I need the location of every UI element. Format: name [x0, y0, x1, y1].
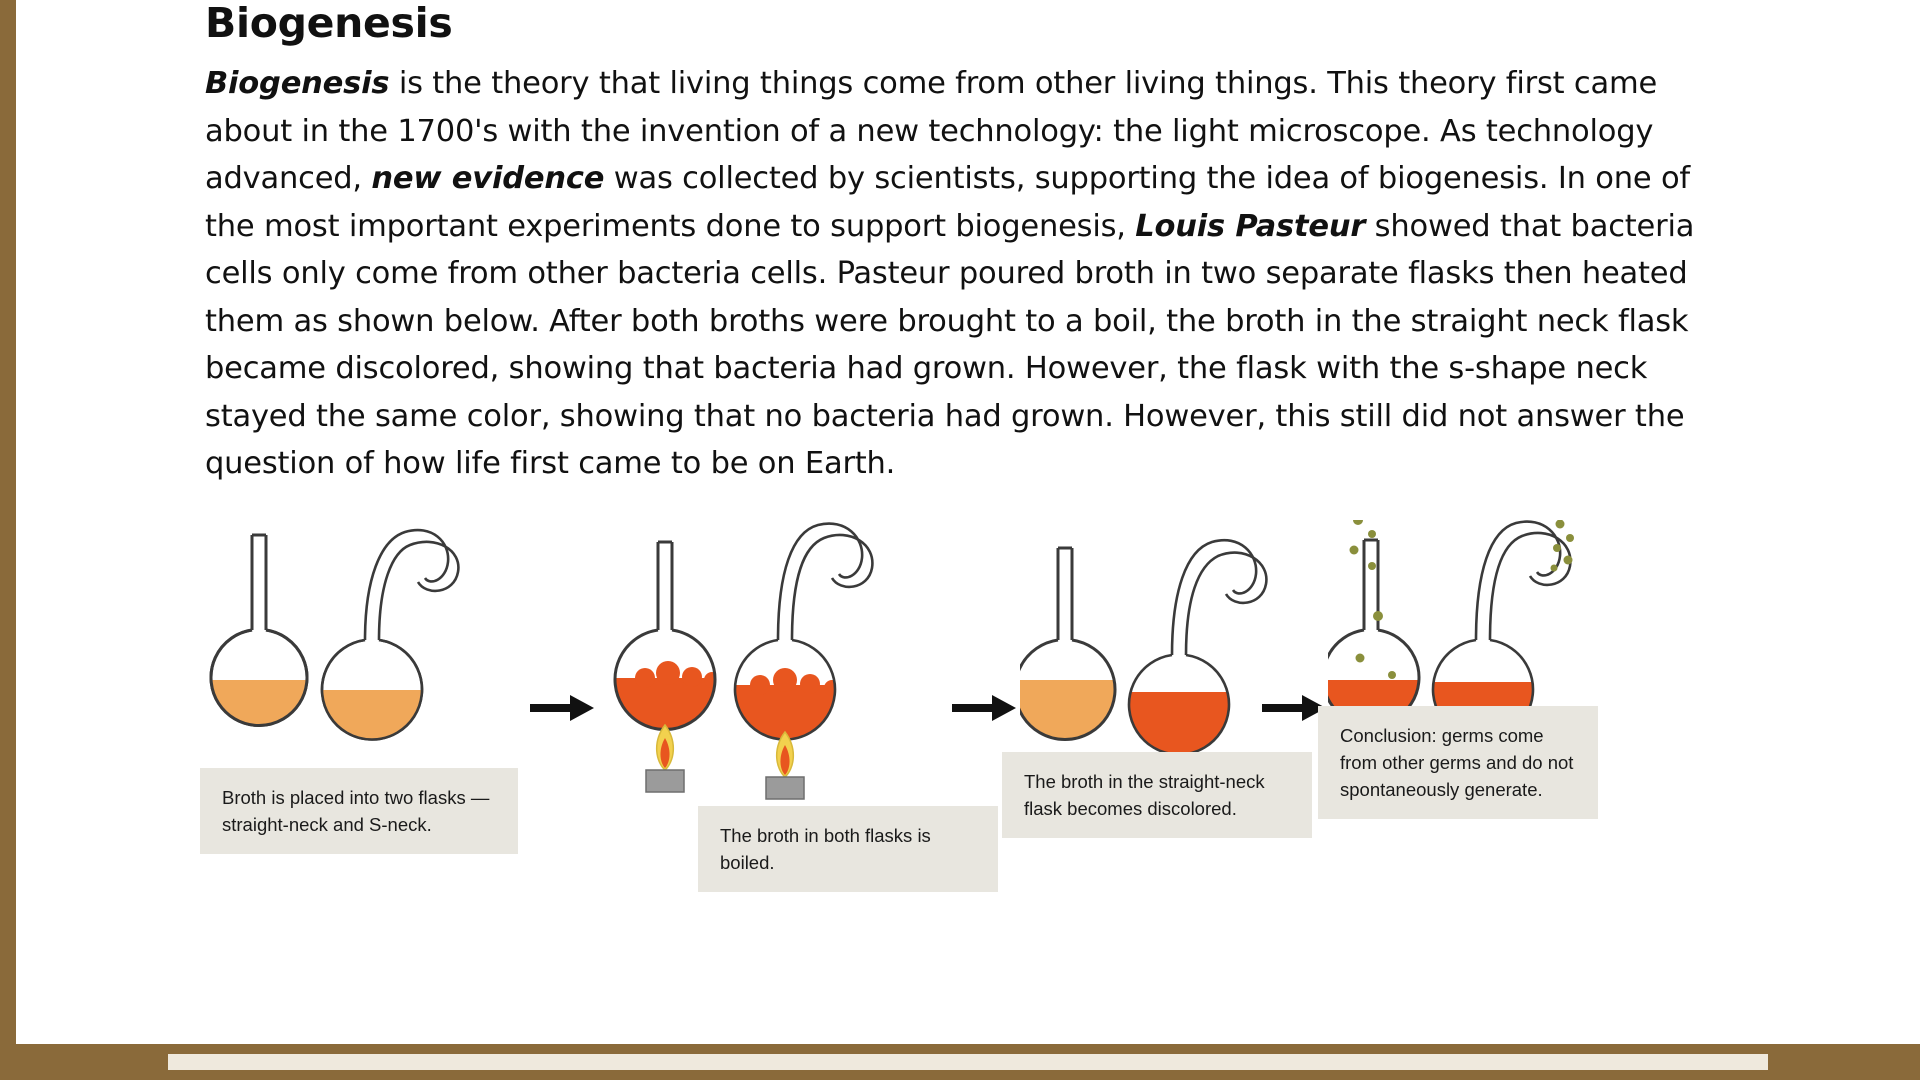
arrow-1-icon [530, 695, 594, 721]
left-accent-bar-fill [0, 0, 16, 1080]
page-title: Biogenesis [205, 0, 453, 47]
pasteur-experiment-diagram [200, 520, 1720, 1000]
left-accent-bar [0, 0, 28, 1080]
diagram-stage-4 [1328, 520, 1658, 1000]
bottom-accent-bar [0, 1044, 1920, 1080]
caption-3: The broth in the straight-neck flask becomes discolored. [1002, 752, 1312, 838]
arrow-3-icon [1262, 695, 1326, 721]
body-paragraph: Biogenesis is the theory that living things come from other living things. This theory first came about in the 1700's with the invention of a new technology: the light microscope. As technology advanced, new evidence was collected by scientists, supporting the idea of biogenesis. In one of the most important experiments done to support biogenesis, Louis Pasteur showed that bacteria cells only come from other bacteria cells. Pasteur poured broth in two separate flasks then heated them as shown below. After both broths were brought to a boil, the broth in the straight neck flask became discolored, showing that bacteria had grown. However, the flask with the s-shape neck stayed the same color, showing that no bacteria had grown. However, this still did not answer the question of how life first came to be on Earth. [205, 66, 1695, 481]
caption-2: The broth in both flasks is boiled. [698, 806, 998, 892]
arrow-2-icon [952, 695, 1016, 721]
caption-1: Broth is placed into two flasks — straight-neck and S-neck. [200, 768, 518, 854]
diagram-stage-1 [200, 520, 520, 1000]
caption-4: Conclusion: germs come from other germs and do not spontaneously generate. [1318, 706, 1598, 819]
diagram-stage-2 [600, 520, 930, 1000]
diagram-stage-3 [1020, 520, 1340, 1000]
germ-dots-straight-neck [1350, 520, 1397, 679]
bottom-accent-bar-highlight [168, 1054, 1768, 1070]
stage-2-flasks [600, 520, 930, 820]
slide-content [205, 0, 1725, 488]
stage-1-flasks [200, 520, 520, 810]
